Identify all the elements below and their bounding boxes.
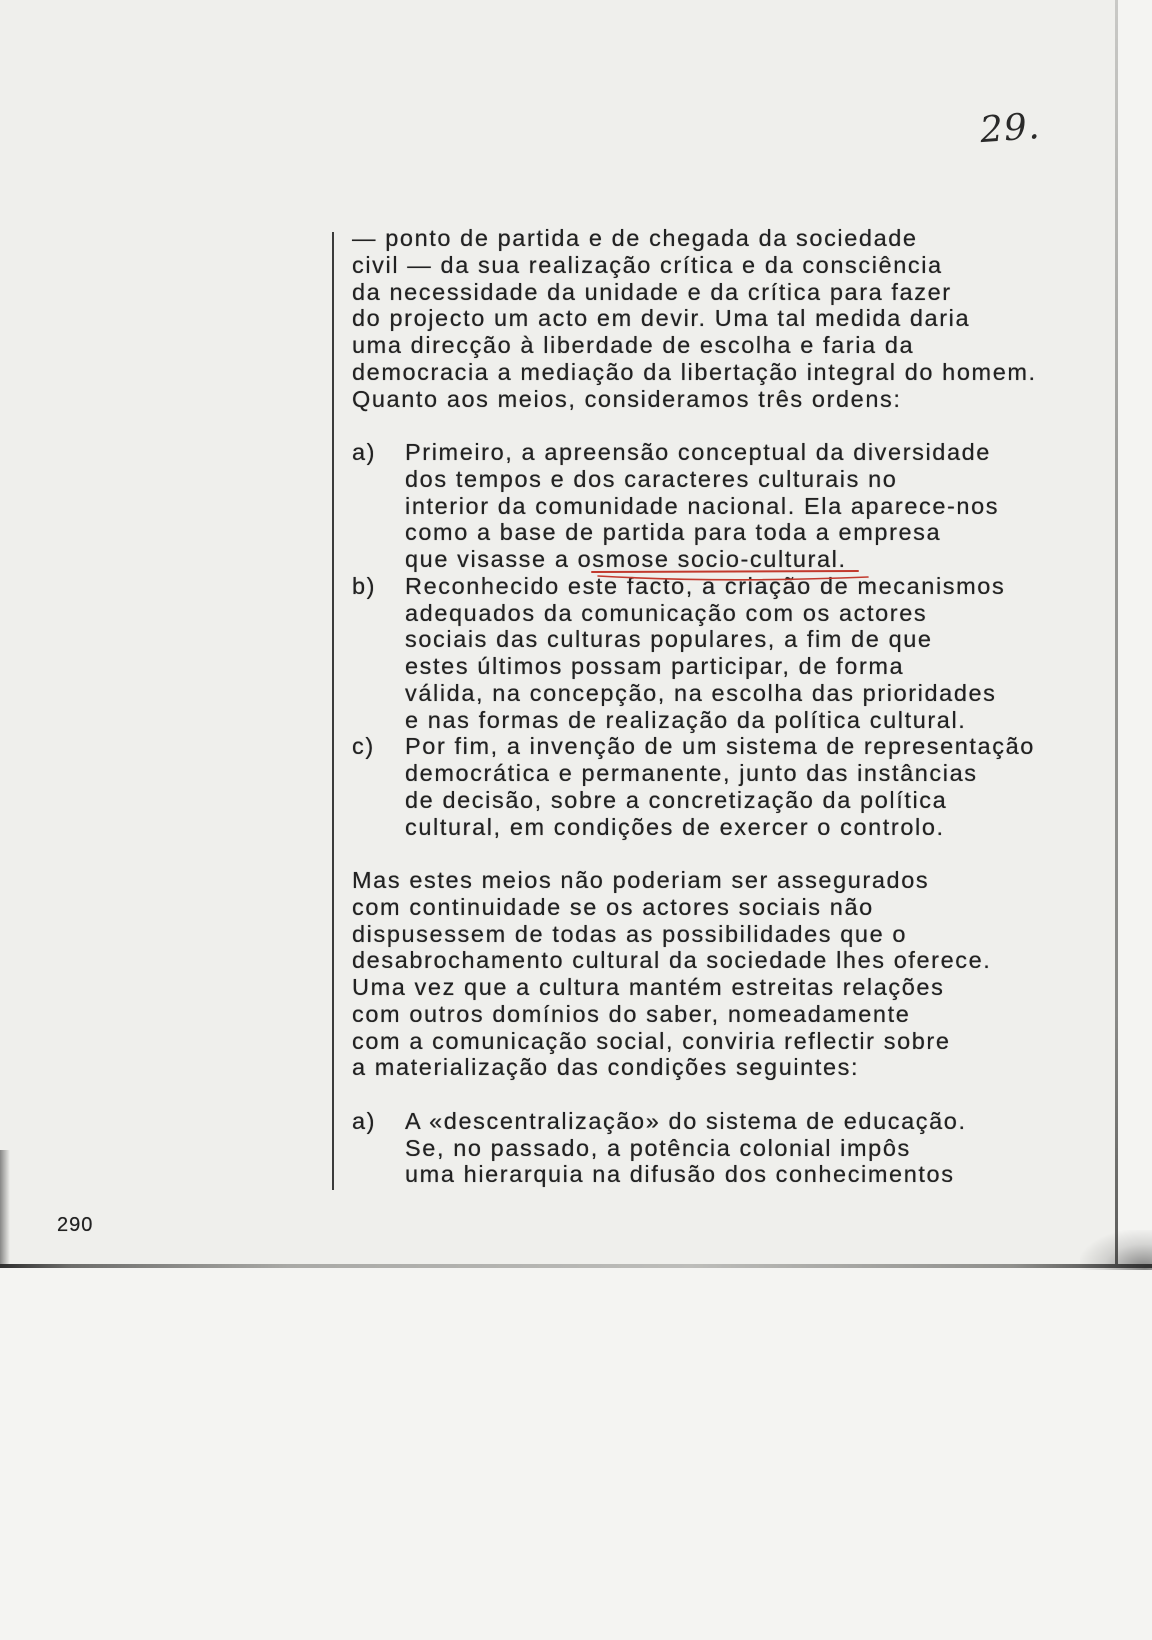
list-label: b) <box>352 572 377 599</box>
text-line: dos tempos e dos caracteres culturais no <box>405 465 898 492</box>
text-line: uma direcção à liberdade de escolha e faria da <box>352 332 915 358</box>
text-line: uma hierarquia na difusão dos conhecimentos <box>405 1161 955 1188</box>
text-line: válida, na concepção, na escolha das prioridades <box>405 679 997 706</box>
condition-item-a <box>352 1108 1037 1188</box>
text-line: como a base de partida para toda a empresa <box>405 519 942 546</box>
text-line: de decisão, sobre a concretização da política <box>405 786 948 813</box>
page-corner-shadow <box>1080 1230 1152 1270</box>
text-line: democrática e permanente, junto das instâncias <box>405 760 978 786</box>
list-label: c) <box>352 733 375 760</box>
page-edge-shadow <box>0 1150 10 1268</box>
text-line: Mas estes meios não poderiam ser assegurados <box>352 867 930 893</box>
text-line: estes últimos possam participar, de forma <box>405 653 905 679</box>
page-number: 290 <box>57 1214 94 1236</box>
margin-rule <box>332 232 334 1190</box>
orders-list <box>352 439 1037 840</box>
paragraph-gap <box>352 840 1037 867</box>
order-item-a <box>352 439 1037 573</box>
paragraph-gap <box>352 1081 1037 1108</box>
text-line: com continuidade se os actores sociais não <box>352 893 874 920</box>
text-line: democracia a mediação da libertação integral do homem. <box>352 358 1037 385</box>
text-line: Primeiro, a apreensão conceptual da diversidade <box>405 439 991 465</box>
text-line: com a comunicação social, conviria reflectir sobre <box>352 1027 951 1054</box>
text-line: civil — da sua realização crítica e da consciência <box>352 251 943 278</box>
text-line: Por fim, a invenção de um sistema de representação <box>405 733 1035 760</box>
order-item-c <box>352 733 1037 840</box>
text-line: — ponto de partida e de chegada da sociedade <box>352 225 918 251</box>
text-line: desabrochamento cultural da sociedade lhes oferece. <box>352 947 992 974</box>
text-line: Se, no passado, a potência colonial impôs <box>405 1134 911 1161</box>
text-line: do projecto um acto em devir. Uma tal medida daria <box>352 305 971 332</box>
text-line: da necessidade da unidade e da crítica para fazer <box>352 278 952 305</box>
body-text <box>352 225 1037 1188</box>
paragraph-gap <box>352 412 1037 439</box>
page-right-edge <box>1115 0 1118 1268</box>
page-bottom-edge <box>0 1264 1152 1268</box>
text-line: e nas formas de realização da política cultural. <box>405 706 967 733</box>
conditions-list <box>352 1108 1037 1188</box>
text-line: cultural, em condições de exercer o controlo. <box>405 813 945 840</box>
list-label: a) <box>352 439 377 465</box>
list-label: a) <box>352 1107 377 1134</box>
text-line: a materialização das condições seguintes: <box>352 1054 860 1081</box>
text-line: sociais das culturas populares, a fim de que <box>405 626 933 653</box>
means-paragraph <box>352 867 1037 1081</box>
text-line: A «descentralização» do sistema de educação. <box>405 1107 967 1134</box>
text-line: interior da comunidade nacional. Ela aparece-nos <box>405 492 1000 519</box>
text-line: Reconhecido este facto, a criação de mecanismos <box>405 572 1006 599</box>
text-line: adequados da comunicação com os actores <box>405 599 928 626</box>
text-line: dispusessem de todas as possibilidades que o <box>352 920 908 947</box>
order-item-b <box>352 573 1037 734</box>
text-line: Uma vez que a cultura mantém estreitas relações <box>352 974 945 1000</box>
text-line: Quanto aos meios, consideramos três ordens: <box>352 385 902 412</box>
text-line: com outros domínios do saber, nomeadamente <box>352 1000 911 1027</box>
text-line: que visasse a osmose socio-cultural. <box>405 546 847 572</box>
intro-paragraph <box>352 225 1037 412</box>
handwritten-page-number: 29. <box>978 105 1042 152</box>
